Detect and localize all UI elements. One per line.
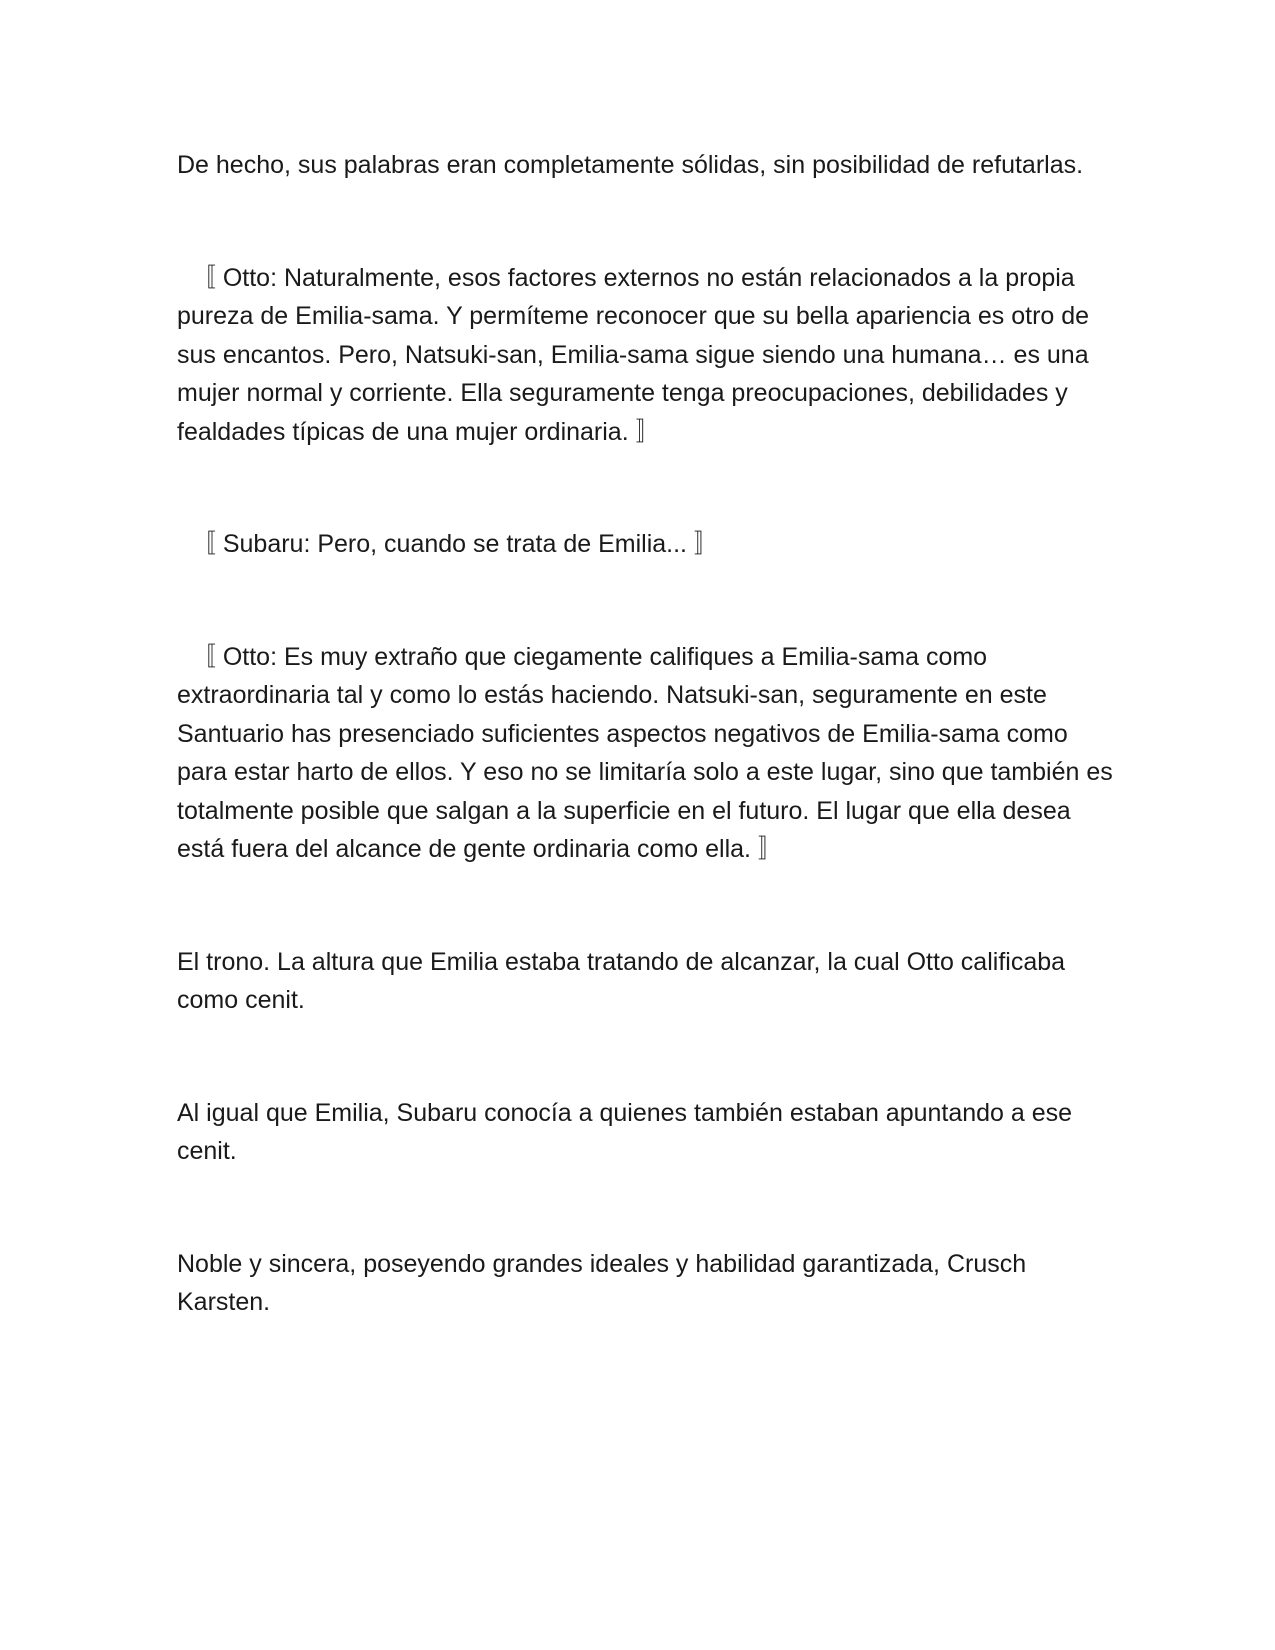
narration-paragraph-subaru: Al igual que Emilia, Subaru conocía a quienes también estaban apuntando a ese cenit. xyxy=(177,1098,1073,1165)
narration-paragraph-crusch: Noble y sincera, poseyendo grandes ideales y habilidad garantizada, Crusch Karsten. xyxy=(177,1249,1027,1316)
dialogue-subaru-paragraph: 〚 Subaru: Pero, cuando se trata de Emilia... 〛 xyxy=(177,530,719,558)
narration-paragraph-throne: El trono. La altura que Emilia estaba tratando de alcanzar, la cual Otto calificaba como cenit. xyxy=(177,947,1066,1014)
document-body xyxy=(177,146,1117,1322)
dialogue-otto-paragraph-2: 〚 Otto: Es muy extraño que ciegamente califiques a Emilia-sama como extraordinaria tal y como lo estás haciendo. Natsuki-san, seguramente en este Santuario has presenciado suficientes aspectos negativos de Emilia-sama como para estar harto de ellos. Y eso no se limitaría solo a este lugar, sino que también es totalmente posible que salgan a la superficie en el futuro. El lugar que ella desea está fuera del alcance de gente ordinaria como ella. 〛 xyxy=(177,642,1113,863)
narration-paragraph: De hecho, sus palabras eran completamente sólidas, sin posibilidad de refutarlas. xyxy=(177,151,1084,179)
dialogue-otto-paragraph: 〚 Otto: Naturalmente, esos factores externos no están relacionados a la propia pureza de Emilia-sama. Y permíteme reconocer que su bella apariencia es otro de sus encantos. Pero, Natsuki-san, Emilia-sama sigue siendo una humana… es una mujer normal y corriente. Ella seguramente tenga preocupaciones, debilidades y fealdades típicas de una mujer ordinaria. 〛 xyxy=(177,263,1090,446)
